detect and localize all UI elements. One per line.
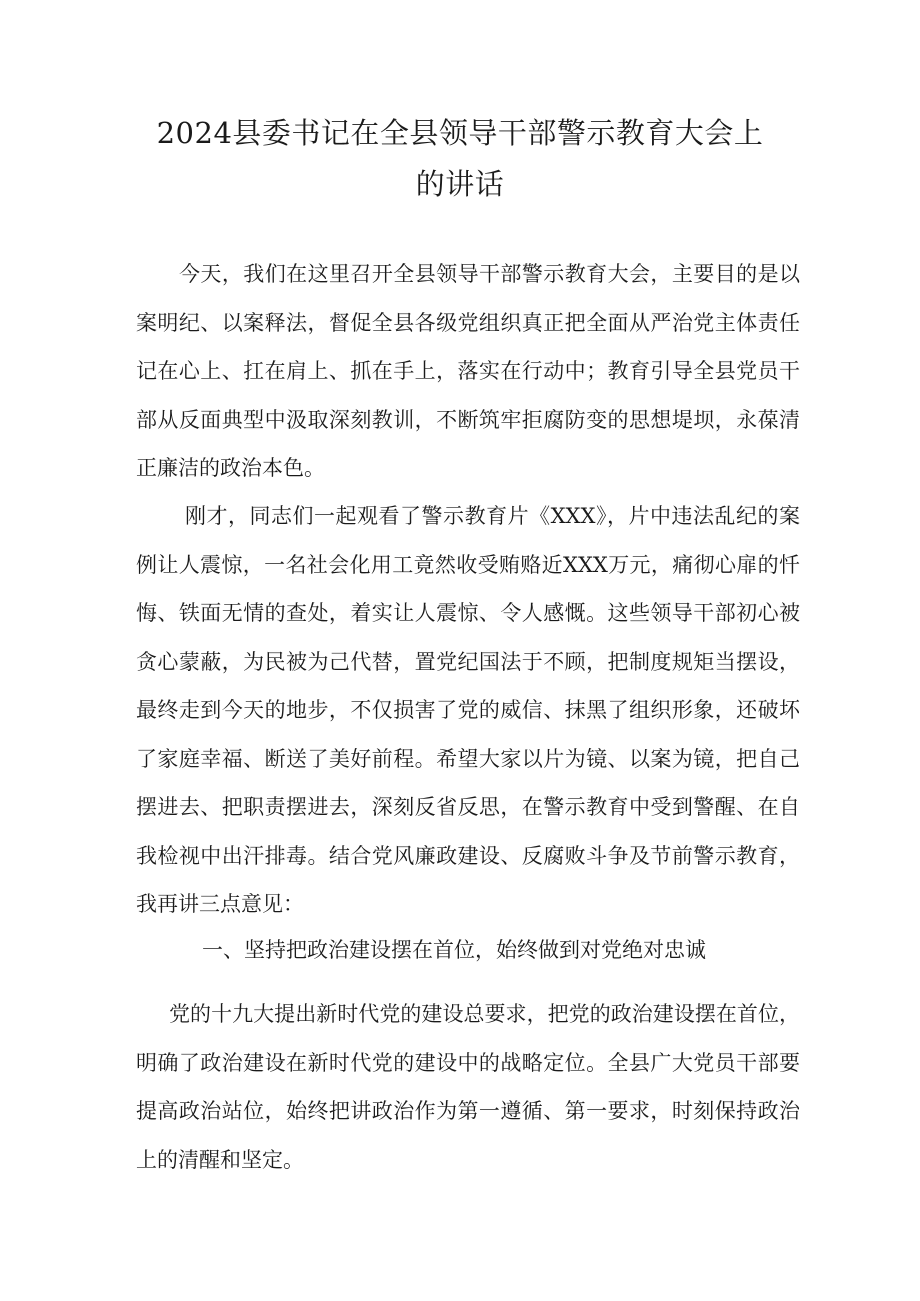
paragraph-3: 党的十九大提出新时代党的建设总要求，把党的政治建设摆在首位，明确了政治建设在新时代党的建设中的战略定位。全县广大党员干部要提高政治站位，始终把讲政治作为第一遵循、第一要求，时刻保持政治上的清醒和坚定。: [136, 1002, 800, 1172]
paragraph-1: 今天，我们在这里召开全县领导干部警示教育大会，主要目的是以案明纪、以案释法，督促全县各级党组织真正把全面从严治党主体责任记在心上、扛在肩上、抓在手上，落实在行动中；教育引导全县党员干部从反面典型中汲取深刻教训，不断筑牢拒腐防变的思想堤坝，永葆清正廉洁的政治本色。: [136, 262, 800, 480]
section-1-heading: 一、坚持把政治建设摆在首位，始终做到对党绝对忠诚: [202, 938, 706, 962]
paragraph-2: 刚才，同志们一起观看了警示教育片《XXX》，片中违法乱纪的案例让人震惊，一名社会化用工竟然收受贿赂近XXX万元，痛彻心扉的忏悔、铁面无情的查处，着实让人震惊、令人感慨。这些领导干部初心被贪心蒙蔽，为民被为己代替，置党纪国法于不顾，把制度规矩当摆设，最终走到今天的地步，不仅损害了党的威信、抹黑了组织形象，还破坏了家庭幸福、断送了美好前程。希望大家以片为镜、以案为镜，把自己摆进去、把职责摆进去，深刻反省反思，在警示教育中受到警醒、在自我检视中出汗排毒。结合党风廉政建设、反腐败斗争及节前警示教育，我再讲三点意见：: [136, 504, 800, 916]
title-line-2: 的讲话: [415, 167, 505, 201]
document-title: [120, 108, 800, 210]
title-line-1: 2024县委书记在全县领导干部警示教育大会上: [156, 116, 764, 150]
